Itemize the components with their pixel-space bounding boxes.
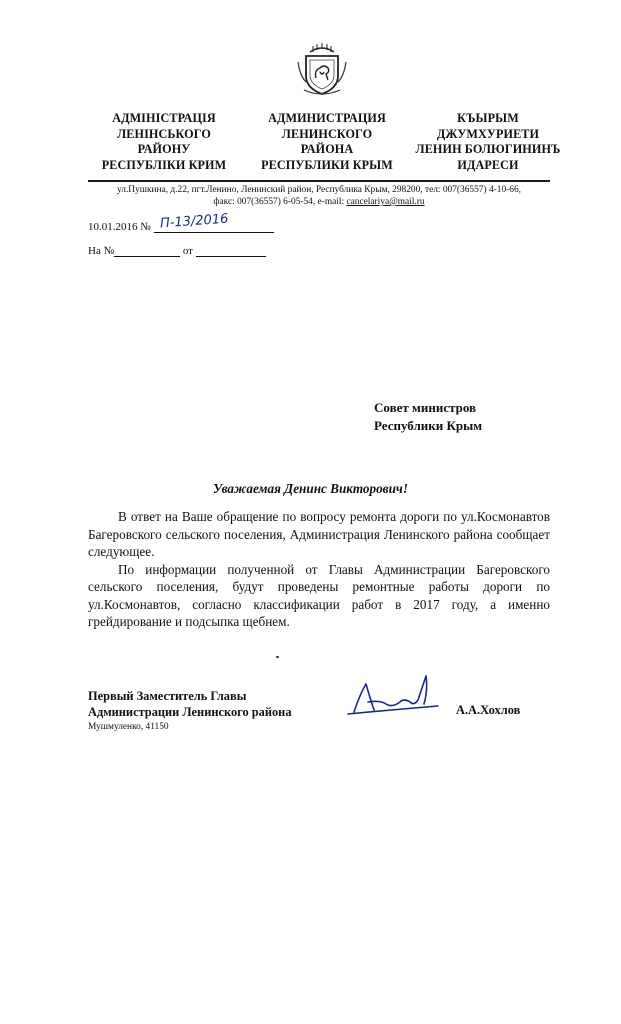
header-ukrainian: АДМІНІСТРАЦІЯ ЛЕНІНСЬКОГО РАЙОНУ РЕСПУБЛІКИ КРИМ: [101, 111, 227, 172]
reply-number-underline: [114, 245, 180, 257]
body-paragraph-1: В ответ на Ваше обращение по вопросу ремонта дороги по ул.Космонавтов Багеровского сельского поселения, Администрация Ленинского района сообщает следующее.: [88, 509, 550, 559]
signatory-name: А.А.Хохлов: [456, 703, 521, 717]
handwritten-registration-number: П-13/2016: [159, 211, 229, 232]
letter-body: [88, 508, 550, 631]
email-link[interactable]: cancelariya@mail.ru: [346, 197, 425, 207]
scan-speck: [276, 656, 279, 658]
reply-prefix: На №: [88, 245, 115, 257]
number-sign: №: [140, 221, 151, 233]
executor-note: Мушмуленко, 41150: [88, 722, 169, 732]
header-divider: [88, 180, 550, 182]
salutation: Уважаемая Денинс Викторович!: [213, 481, 408, 496]
reply-date-underline: [196, 245, 266, 257]
contact-line: [88, 196, 550, 208]
header-crimean-tatar: КЪЫРЫМ ДЖУМХУРИЕТИ ЛЕНИН БОЛЮГИНИНЪ ИДАРЕСИ: [415, 111, 561, 172]
letter-date: 10.01.2016: [88, 221, 138, 233]
address-line: ул.Пушкина, д.22, пгт.Ленино, Ленинский район, Республика Крым, 298200, тел: 007(36557) 4-10-66,: [117, 185, 521, 195]
addressee: Совет министров Республики Крым: [374, 400, 483, 433]
fax-text: факс: 007(36557) 6-05-54, e-mail:: [213, 197, 347, 207]
reply-from-label: от: [182, 245, 193, 257]
crimea-coat-of-arms-emblem: [290, 42, 354, 98]
signatory-position: Первый Заместитель Главы Администрации Ленинского района: [88, 689, 292, 719]
header-russian: АДМИНИСТРАЦИЯ ЛЕНИНСКОГО РАЙОНА РЕСПУБЛИКИ КРЫМ: [261, 111, 393, 172]
body-paragraph-2: По информации полученной от Главы Администрации Багеровского сельского поселения, будут проведены ремонтные работы дороги по ул.Космонавтов, согласно классификации работ в 2017 году, а именно грейдирование и подсыпка щебнем.: [88, 561, 550, 629]
reply-registration: [88, 245, 266, 257]
handwritten-signature: [340, 664, 450, 724]
